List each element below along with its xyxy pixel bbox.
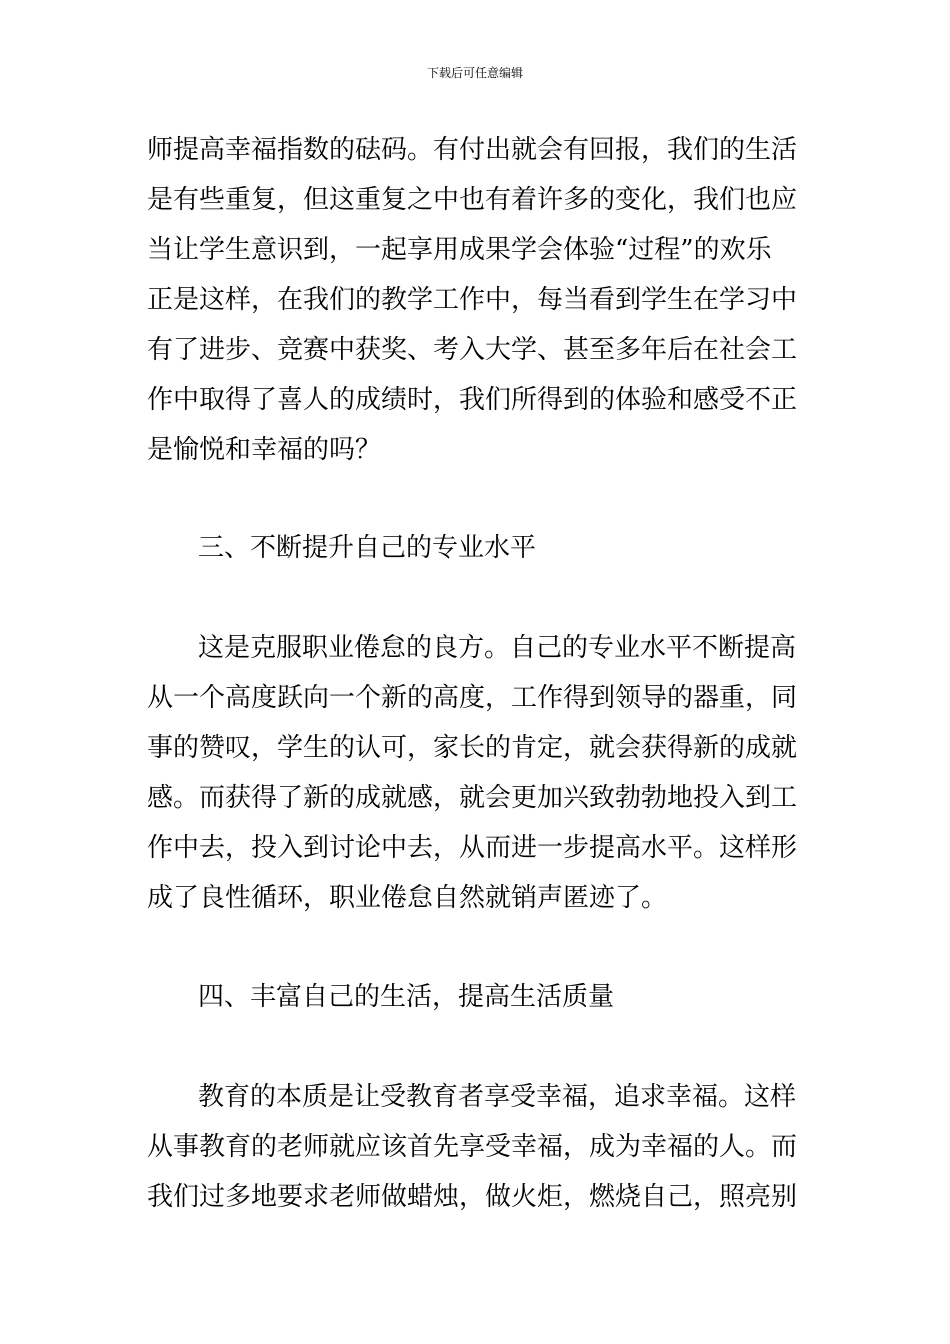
text-line: 师提高幸福指数的砝码。有付出就会有回报，我们的生活	[147, 135, 798, 165]
text-line: 这是克服职业倦怠的良方。自己的专业水平不断提高	[198, 633, 797, 663]
page-header: 下载后可任意编辑	[426, 66, 523, 80]
text-line: 我们过多地要求老师做蜡烛，做火炬，燃烧自己，照亮别	[147, 1182, 798, 1212]
text-line: 有了进步、竞赛中获奖、考入大学、甚至多年后在社会工	[147, 335, 798, 365]
text-line: 正是这样，在我们的教学工作中，每当看到学生在学习中	[147, 285, 798, 315]
text-line: 是有些重复，但这重复之中也有着许多的变化，我们也应	[147, 185, 798, 215]
text-line: 感。而获得了新的成就感，就会更加兴致勃勃地投入到工	[147, 783, 798, 813]
text-line: 从事教育的老师就应该首先享受幸福，成为幸福的人。而	[147, 1132, 798, 1162]
text-line: 教育的本质是让受教育者享受幸福，追求幸福。这样	[198, 1082, 797, 1112]
text-line: 从一个高度跃向一个新的高度，工作得到领导的器重，同	[147, 683, 798, 713]
section-heading: 三、不断提升自己的专业水平	[198, 533, 537, 563]
text-line: 成了良性循环，职业倦怠自然就销声匿迹了。	[147, 883, 668, 913]
text-line: 当让学生意识到，一起享用成果学会体验“过程”的欢乐	[147, 235, 772, 265]
text-line: 作中取得了喜人的成绩时，我们所得到的体验和感受不正	[147, 385, 798, 415]
section-heading: 四、丰富自己的生活，提高生活质量	[198, 982, 615, 1012]
text-line: 作中去，投入到讨论中去，从而进一步提高水平。这样形	[147, 833, 798, 863]
text-line: 事的赞叹，学生的认可，家长的肯定，就会获得新的成就	[147, 733, 798, 763]
text-line: 是愉悦和幸福的吗？	[147, 435, 382, 465]
